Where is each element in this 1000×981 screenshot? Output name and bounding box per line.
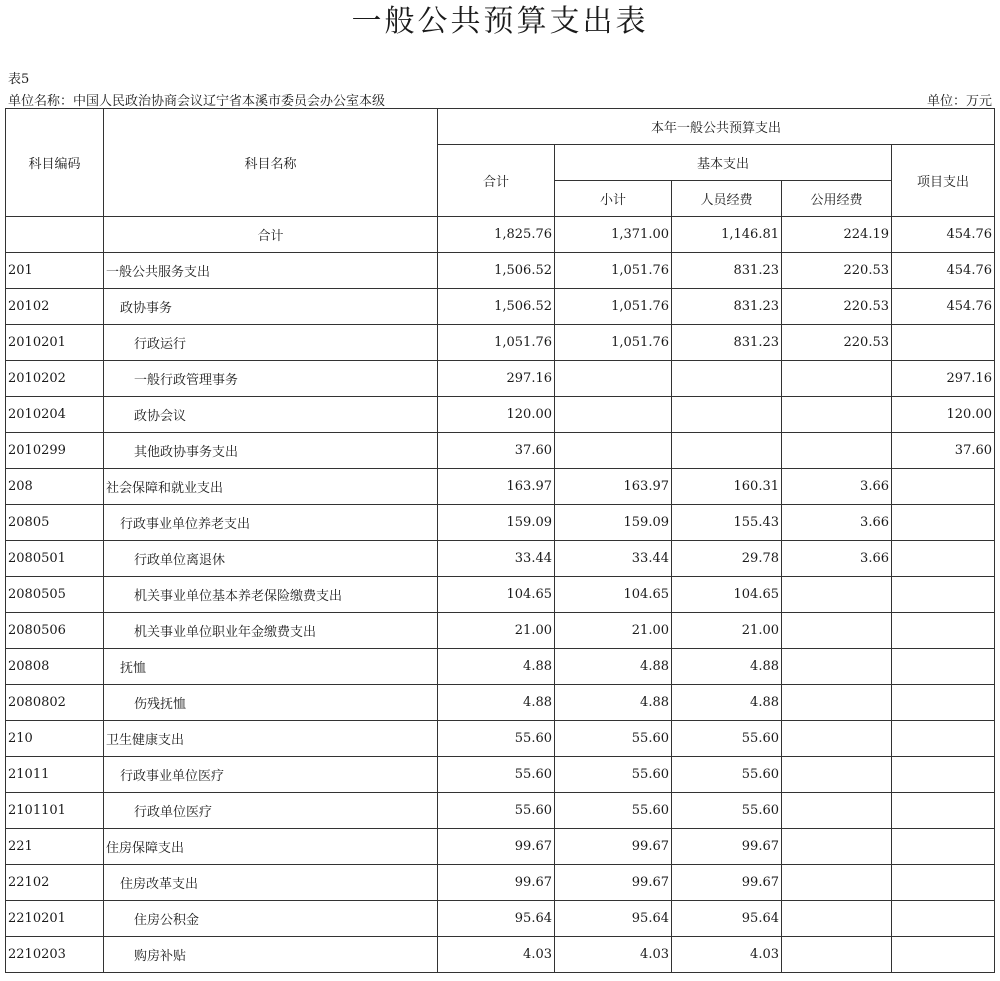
row-project [892,325,995,361]
header-public: 公用经费 [782,181,892,217]
total-row [6,217,995,253]
row-subtotal: 33.44 [555,541,672,577]
row-total: 55.60 [438,757,555,793]
table-row [6,397,995,433]
header-project: 项目支出 [892,145,995,217]
row-total: 297.16 [438,361,555,397]
row-subtotal: 4.88 [555,649,672,685]
row-personnel: 4.88 [672,649,782,685]
row-personnel: 160.31 [672,469,782,505]
table-number: 表5 [8,72,30,87]
total-label: 合计 [104,217,438,253]
total-total: 1,825.76 [438,217,555,253]
budget-table [5,108,995,973]
row-project [892,829,995,865]
row-public: 3.66 [782,505,892,541]
row-public [782,937,892,973]
row-code: 21011 [6,757,104,793]
row-total: 104.65 [438,577,555,613]
row-total: 55.60 [438,721,555,757]
row-public [782,397,892,433]
row-public: 220.53 [782,253,892,289]
table-row [6,325,995,361]
header-personnel: 人员经费 [672,181,782,217]
row-name: 住房公积金 [104,901,438,937]
row-personnel: 104.65 [672,577,782,613]
table-row [6,253,995,289]
row-total: 99.67 [438,829,555,865]
row-subtotal: 95.64 [555,901,672,937]
row-total: 4.88 [438,685,555,721]
row-total: 4.88 [438,649,555,685]
row-code: 20808 [6,649,104,685]
row-personnel [672,361,782,397]
row-personnel: 155.43 [672,505,782,541]
row-project [892,469,995,505]
row-subtotal: 21.00 [555,613,672,649]
row-name: 购房补贴 [104,937,438,973]
row-project [892,793,995,829]
row-name: 社会保障和就业支出 [104,469,438,505]
row-name: 行政单位医疗 [104,793,438,829]
table-row [6,793,995,829]
header-basic: 基本支出 [555,145,892,181]
row-subtotal: 1,051.76 [555,325,672,361]
row-personnel: 95.64 [672,901,782,937]
table-row [6,757,995,793]
row-name: 卫生健康支出 [104,721,438,757]
table-row [6,613,995,649]
row-personnel: 99.67 [672,829,782,865]
total-personnel: 1,146.81 [672,217,782,253]
row-subtotal: 55.60 [555,721,672,757]
row-subtotal: 4.03 [555,937,672,973]
row-project [892,577,995,613]
row-project [892,901,995,937]
total-code-cell [6,217,104,253]
row-code: 221 [6,829,104,865]
row-code: 2010202 [6,361,104,397]
row-code: 210 [6,721,104,757]
row-public [782,685,892,721]
row-subtotal: 1,051.76 [555,289,672,325]
row-total: 55.60 [438,793,555,829]
row-personnel: 21.00 [672,613,782,649]
row-personnel: 831.23 [672,325,782,361]
row-public [782,865,892,901]
row-subtotal: 163.97 [555,469,672,505]
row-name: 住房保障支出 [104,829,438,865]
row-project: 454.76 [892,253,995,289]
row-public: 3.66 [782,469,892,505]
row-project [892,721,995,757]
row-total: 159.09 [438,505,555,541]
header-code: 科目编码 [6,109,104,217]
row-public [782,649,892,685]
row-name: 行政事业单位养老支出 [104,505,438,541]
row-subtotal: 99.67 [555,829,672,865]
row-code: 20102 [6,289,104,325]
table-row [6,865,995,901]
table-row [6,829,995,865]
row-name: 一般行政管理事务 [104,361,438,397]
row-code: 20805 [6,505,104,541]
row-subtotal: 4.88 [555,685,672,721]
row-personnel: 99.67 [672,865,782,901]
row-subtotal [555,397,672,433]
row-subtotal: 1,051.76 [555,253,672,289]
row-project: 297.16 [892,361,995,397]
row-public [782,433,892,469]
table-row [6,937,995,973]
row-personnel [672,433,782,469]
row-project [892,505,995,541]
row-name: 机关事业单位基本养老保险缴费支出 [104,577,438,613]
row-code: 22102 [6,865,104,901]
row-project [892,865,995,901]
row-personnel: 4.03 [672,937,782,973]
row-subtotal [555,361,672,397]
table-row [6,469,995,505]
row-public [782,901,892,937]
row-subtotal: 99.67 [555,865,672,901]
row-total: 1,051.76 [438,325,555,361]
row-subtotal [555,433,672,469]
header-subtotal: 小计 [555,181,672,217]
row-total: 33.44 [438,541,555,577]
row-code: 2101101 [6,793,104,829]
row-public: 220.53 [782,325,892,361]
row-personnel: 831.23 [672,253,782,289]
row-public: 220.53 [782,289,892,325]
currency-unit: 单位：万元 [926,94,992,109]
row-personnel: 29.78 [672,541,782,577]
row-code: 2080501 [6,541,104,577]
row-name: 伤残抚恤 [104,685,438,721]
row-personnel [672,397,782,433]
row-code: 2080506 [6,613,104,649]
total-project: 454.76 [892,217,995,253]
row-code: 2080505 [6,577,104,613]
row-public [782,757,892,793]
row-total: 1,506.52 [438,253,555,289]
table-row [6,505,995,541]
total-subtotal: 1,371.00 [555,217,672,253]
row-total: 99.67 [438,865,555,901]
table-row [6,649,995,685]
row-total: 37.60 [438,433,555,469]
table-row [6,289,995,325]
row-code: 2210203 [6,937,104,973]
row-public [782,577,892,613]
row-public: 3.66 [782,541,892,577]
table-row [6,361,995,397]
row-name: 其他政协事务支出 [104,433,438,469]
row-project [892,685,995,721]
row-personnel: 55.60 [672,721,782,757]
row-name: 行政单位离退休 [104,541,438,577]
header-total: 合计 [438,145,555,217]
row-name: 政协会议 [104,397,438,433]
row-project: 454.76 [892,289,995,325]
row-project [892,649,995,685]
row-total: 1,506.52 [438,289,555,325]
row-personnel: 4.88 [672,685,782,721]
row-public [782,361,892,397]
row-total: 163.97 [438,469,555,505]
row-code: 208 [6,469,104,505]
row-code: 2010204 [6,397,104,433]
row-name: 行政事业单位医疗 [104,757,438,793]
row-project [892,937,995,973]
row-subtotal: 104.65 [555,577,672,613]
row-code: 2210201 [6,901,104,937]
row-personnel: 55.60 [672,757,782,793]
row-name: 政协事务 [104,289,438,325]
table-row [6,721,995,757]
row-code: 2080802 [6,685,104,721]
row-name: 行政运行 [104,325,438,361]
row-code: 2010299 [6,433,104,469]
row-public [782,829,892,865]
row-personnel: 831.23 [672,289,782,325]
header-name: 科目名称 [104,109,438,217]
row-project [892,613,995,649]
row-code: 201 [6,253,104,289]
row-project [892,541,995,577]
row-subtotal: 159.09 [555,505,672,541]
table-row [6,901,995,937]
row-total: 120.00 [438,397,555,433]
total-public: 224.19 [782,217,892,253]
table-row [6,433,995,469]
row-total: 95.64 [438,901,555,937]
table-row [6,577,995,613]
header-group: 本年一般公共预算支出 [438,109,995,145]
row-project [892,757,995,793]
row-name: 抚恤 [104,649,438,685]
table-row [6,541,995,577]
row-name: 一般公共服务支出 [104,253,438,289]
row-subtotal: 55.60 [555,757,672,793]
row-public [782,793,892,829]
row-project: 37.60 [892,433,995,469]
row-name: 住房改革支出 [104,865,438,901]
row-public [782,721,892,757]
unit-name: 单位名称：中国人民政治协商会议辽宁省本溪市委员会办公室本级 [8,94,386,109]
row-subtotal: 55.60 [555,793,672,829]
row-name: 机关事业单位职业年金缴费支出 [104,613,438,649]
table-row [6,685,995,721]
row-total: 4.03 [438,937,555,973]
row-code: 2010201 [6,325,104,361]
row-total: 21.00 [438,613,555,649]
row-personnel: 55.60 [672,793,782,829]
page-title: 一般公共预算支出表 [351,4,649,39]
row-public [782,613,892,649]
row-project: 120.00 [892,397,995,433]
